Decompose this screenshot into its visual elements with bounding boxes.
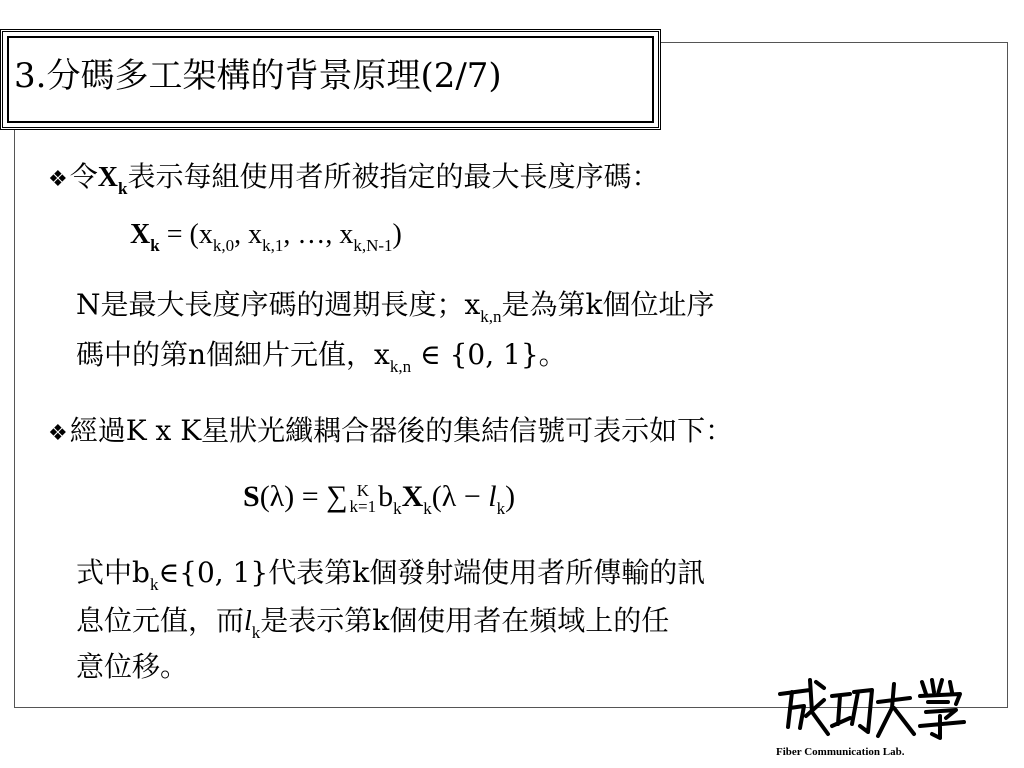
- para-2-line-3: 意位移。: [76, 650, 189, 683]
- university-logo-icon: [770, 672, 980, 744]
- bullet-2: ❖經過K x K星狀光纖耦合器後的集結信號可表示如下：: [48, 414, 734, 447]
- page-title: 3.分碼多工架構的背景原理(2/7): [14, 56, 502, 96]
- equation-1: $X_k = (x_{k,0}$, $x_{k,1}$, …, $x_{k,N-1}$): [130, 219, 402, 255]
- bullet-1: ❖令$X_k$表示每組使用者所被指定的最大長度序碼：: [48, 160, 660, 198]
- diamond-bullet-icon: ❖: [48, 167, 68, 192]
- lab-name: Fiber Communication Lab.: [776, 746, 905, 758]
- para-1-line-1: N是最大長度序碼的週期長度；$x_{k,n}$是為第k個位址序: [76, 288, 715, 326]
- para-2-line-1: 式中$b_k\in\{0$, 1}代表第k個發射端使用者所傳輸的訊: [76, 556, 706, 594]
- sum-limits: K k=1: [349, 481, 377, 517]
- para-2-line-2: 息位元值，而$l_k$是表示第k個使用者在頻域上的任: [76, 604, 670, 642]
- equation-2: S(λ) = ∑ K $k=1b_kX_k(\lambda - l_k)$: [243, 480, 516, 518]
- diamond-bullet-icon: ❖: [48, 421, 68, 446]
- para-1-line-2: 碼中的第n個細片元值，$x_{k,n}$ ∈ {0, 1}。: [76, 338, 567, 376]
